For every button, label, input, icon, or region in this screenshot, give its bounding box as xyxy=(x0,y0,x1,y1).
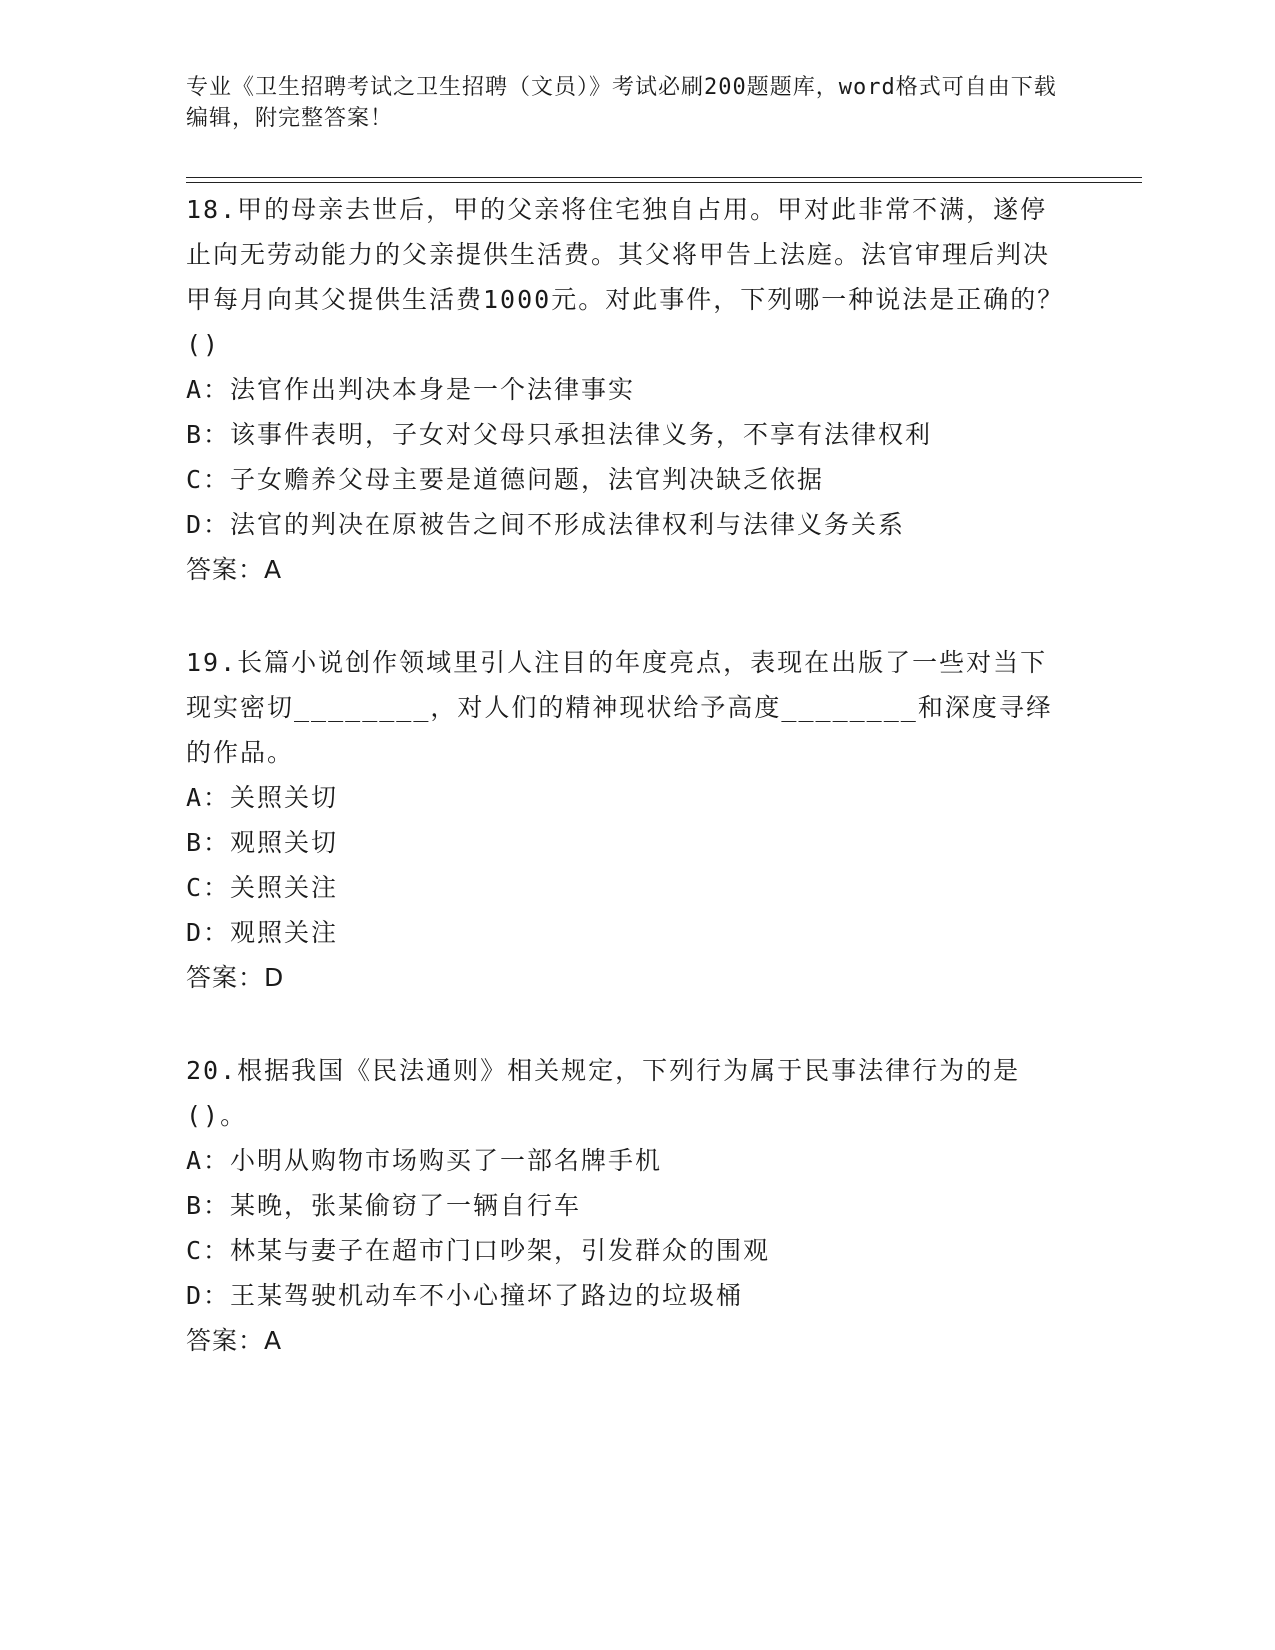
option-c: C：子女赡养父母主要是道德问题，法官判决缺乏依据 xyxy=(186,465,825,494)
option-d: D：法官的判决在原被告之间不形成法律权利与法律义务关系 xyxy=(186,510,906,539)
answer-label: 答案：A xyxy=(186,1326,283,1355)
question-18 xyxy=(186,187,1066,592)
option-b: B：某晚，张某偷窃了一辆自行车 xyxy=(186,1191,582,1220)
option-d: D：观照关注 xyxy=(186,918,339,947)
option-b: B：观照关切 xyxy=(186,828,339,857)
answer-label: 答案：D xyxy=(186,963,285,992)
option-d: D：王某驾驶机动车不小心撞坏了路边的垃圾桶 xyxy=(186,1281,744,1310)
option-c: C：关照关注 xyxy=(186,873,339,902)
document-header: 专业《卫生招聘考试之卫生招聘（文员）》考试必刷200题题库，word格式可自由下载编辑，附完整答案！ xyxy=(186,75,1057,131)
question-stem: 18.甲的母亲去世后，甲的父亲将住宅独自占用。甲对此非常不满，遂停止向无劳动能力的父亲提供生活费。其父将甲告上法庭。法官审理后判决甲每月向其父提供生活费1000元。对此事件，下列哪一种说法是正确的？() xyxy=(186,195,1065,359)
question-list xyxy=(186,187,1066,1411)
header-divider-bottom xyxy=(186,182,1142,183)
answer-label: 答案：A xyxy=(186,555,283,584)
question-19 xyxy=(186,640,1066,1000)
option-a: A：法官作出判决本身是一个法律事实 xyxy=(186,375,636,404)
option-a: A：关照关切 xyxy=(186,783,339,812)
question-stem: 20.根据我国《民法通则》相关规定，下列行为属于民事法律行为的是()。 xyxy=(186,1056,1021,1130)
question-20 xyxy=(186,1048,1066,1363)
question-stem: 19.长篇小说创作领域里引人注目的年度亮点，表现在出版了一些对当下现实密切________，对人们的精神现状给予高度________和深度寻绎的作品。 xyxy=(186,648,1053,767)
header-divider-top xyxy=(186,177,1142,178)
option-a: A：小明从购物市场购买了一部名牌手机 xyxy=(186,1146,663,1175)
option-b: B：该事件表明，子女对父母只承担法律义务，不享有法律权利 xyxy=(186,420,933,449)
option-c: C：林某与妻子在超市门口吵架，引发群众的围观 xyxy=(186,1236,771,1265)
